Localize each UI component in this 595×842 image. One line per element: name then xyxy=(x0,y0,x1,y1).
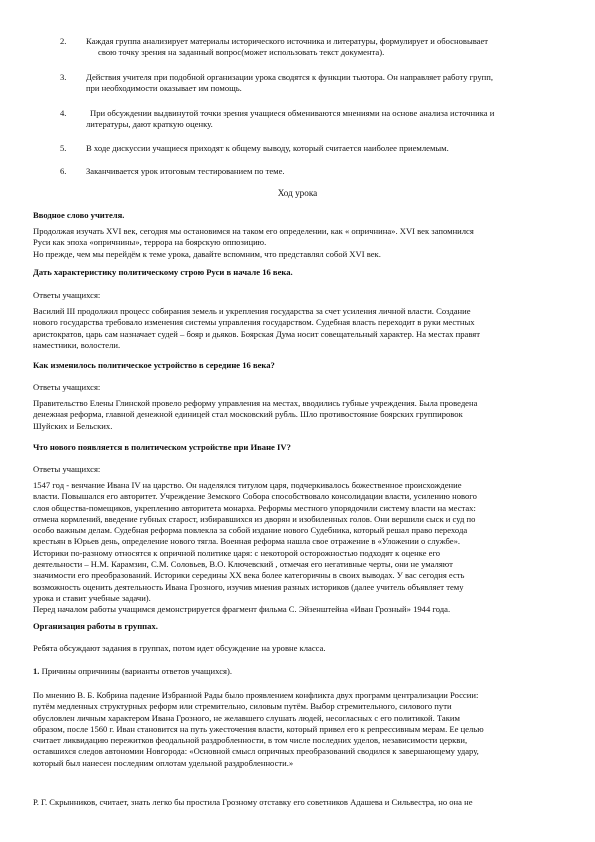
list-item xyxy=(60,166,540,177)
paragraph-line: Руси как эпоха «опричнины», террора на боярскую оппозицию. xyxy=(33,237,267,248)
intro-heading: Вводное слово учителя. xyxy=(33,210,125,220)
answers-label: Ответы учащихся: xyxy=(33,464,101,474)
list-text-line: При обсуждении выдвинутой точки зрения учащиеся обмениваются мнениями на основе анализа источника и xyxy=(90,108,495,118)
paragraph-line: который был нанесен последним оплотам удельной раздробленности.» xyxy=(33,757,294,768)
paragraph-line: Но прежде, чем мы перейдём к теме урока, давайте вспомним, что представлял собой XVI век. xyxy=(33,248,381,259)
list-number: 4. xyxy=(60,108,67,118)
answers-label: Ответы учащихся: xyxy=(33,382,101,392)
paragraph-line: слоя общества-помещиков, укреплению авторитета монарха. Реформы местного упорядочили систему власти на местах: xyxy=(33,502,476,513)
paragraph-line: урока и ставит учебные задачи). xyxy=(33,592,151,603)
question-heading: Дать характеристику политическому строю Руси в начале 16 века. xyxy=(33,267,293,277)
list-item xyxy=(60,143,540,154)
section-heading: Организация работы в группах. xyxy=(33,621,158,631)
paragraph-line: обусловлен личным характером Ивана Грозного, не желавшего слушать людей, несогласных с его политикой. Таким xyxy=(33,712,460,723)
paragraph-line: считает ликвидацию пережитков феодальной раздробленности, в том числе последних уделов, независимости церкви, xyxy=(33,735,468,746)
intro-paragraph xyxy=(33,226,553,260)
causes-item xyxy=(33,666,553,677)
list-text-line: при необходимости оказывает им помощь. xyxy=(86,83,242,94)
kobrin-paragraph xyxy=(33,690,553,769)
list-text-line: Действия учителя при подобной организации урока сводятся к функции тьютора. Он направляет работу групп, xyxy=(86,72,494,82)
answers-label: Ответы учащихся: xyxy=(33,290,101,300)
paragraph-line: Правительство Елены Глинской провело реформу управления на местах, вводились губные учреждения. Была проведена xyxy=(33,398,478,408)
paragraph-line: По мнению В. Б. Кобрина падение Избранной Рады было проявлением конфликта двух программ централизации России: xyxy=(33,690,479,700)
paragraph-line: денежная реформа, главной денежной единицей стал московский рубль. Шло противостояние боярских группировок xyxy=(33,409,463,420)
list-number: 2. xyxy=(60,36,67,46)
paragraph-line: образом, после 1560 г. Иван становится на путь ужесточения власти, который привел его к репрессивным мерам. Ее целью xyxy=(33,723,484,734)
list-item xyxy=(60,36,540,59)
paragraph-line: значимости его преобразований. Историки середины XX века более категоричны в своих выводах. У вас сегодня есть xyxy=(33,570,465,581)
list-text-line: литературы, дают краткую оценку. xyxy=(86,119,213,130)
list-item xyxy=(60,108,540,131)
list-text-line: свою точку зрения на заданный вопрос(может использовать текст документа). xyxy=(98,47,385,58)
paragraph-line: Ребята обсуждают задания в группах, потом идет обсуждение на уровне класса. xyxy=(33,643,326,653)
lesson-heading: Ход урока xyxy=(277,188,318,198)
list-text-line: Каждая группа анализирует материалы исторического источника и литературы, формулирует и обосновывает xyxy=(86,36,489,46)
paragraph-line: деятельности – Н.М. Карамзин, С.М. Соловьев, В.О. Ключевский , отмечая его негативные черты, они не умаляют xyxy=(33,559,453,570)
paragraph-line: оставшихся следов автономии Новгорода: «Основной смысл опричных преобразований сводился к завершающему удару, xyxy=(33,746,479,757)
paragraph-line: Шуйских и Бельских. xyxy=(33,420,113,431)
paragraph-line: особо важным делам. Судебная реформа повлекла за собой издание нового Судебника, который решал право перехода xyxy=(33,525,468,536)
paragraph-line: власти. Повышался его авторитет. Учреждение Земского Собора способствовало консолидации власти, усилению нового xyxy=(33,491,477,502)
answer-paragraph xyxy=(33,398,553,432)
paragraph-line: Историки по-разному относятся к опричной политике царя: с некоторой осторожностью подходят к оценке его xyxy=(33,547,441,558)
paragraph-line: отмена кормлений, введение губных старост, избиравшихся из дворян и изобиленных голов. Они вершили сыск и суд по xyxy=(33,513,476,524)
paragraph-line: наместники, волостели. xyxy=(33,339,121,350)
paragraph-line: путём медленных структурных реформ или стремительно, силовым путём. Выбор стремительного, силового пути xyxy=(33,701,452,712)
list-number: 5. xyxy=(60,143,67,153)
list-text-line: Заканчивается урок итоговым тестированием по теме. xyxy=(86,166,285,176)
question-heading: Как изменилось политическое устройство в середине 16 века? xyxy=(33,360,275,370)
paragraph-line: Р. Г. Скрынников, считает, знать легко бы простила Грозному отставку его советников Адашева и Сильвестра, но она не xyxy=(33,797,473,807)
answer-paragraph xyxy=(33,306,553,351)
question-heading: Что нового появляется в политическом устройстве при Иване IV? xyxy=(33,442,291,452)
paragraph-line: нового государства требовало изменения системы управления государством. Судебная власть переходит в руки местных xyxy=(33,317,475,328)
answer-paragraph xyxy=(33,480,553,616)
list-number: 6. xyxy=(60,166,67,176)
paragraph-line: Продолжая изучать XVI век, сегодня мы остановимся на таком его определении, как « опричнина». XVI век запомнился xyxy=(33,226,474,236)
list-item xyxy=(60,72,540,95)
paragraph-line: крестьян в Юрьев день, определение нового тягла. Военная реформа нашла свое отражение в «Уложении о службе». xyxy=(33,536,461,547)
causes-text: Причины опричнины (варианты ответов учащихся). xyxy=(41,666,232,676)
paragraph-line: Василий III продолжил процесс собирания земель и укрепления государства за счет усиления личной власти. Создание xyxy=(33,306,471,316)
paragraph-line: Перед началом работы учащимся демонстрируется фрагмент фильма С. Эйзенштейна «Иван Грозный» 1944 года. xyxy=(33,604,451,615)
list-number: 3. xyxy=(60,72,67,82)
causes-number: 1. xyxy=(33,666,40,676)
list-text-line: В ходе дискуссии учащиеся приходят к общему выводу, который считается наиболее приемлемым. xyxy=(86,143,449,153)
paragraph-line: аристократов, царь сам назначает судей – бояр и дьяков. Боярская Дума носит совещательный характер. На местах правят xyxy=(33,328,480,339)
paragraph-line: возможность оценить деятельность Ивана Грозного, изучив мнения разных историков (далее учитель объявляет тему xyxy=(33,581,464,592)
paragraph-line: 1547 год - венчание Ивана IV на царство. Он наделялся титулом царя, подчеркивалось божественное происхождение xyxy=(33,480,462,490)
